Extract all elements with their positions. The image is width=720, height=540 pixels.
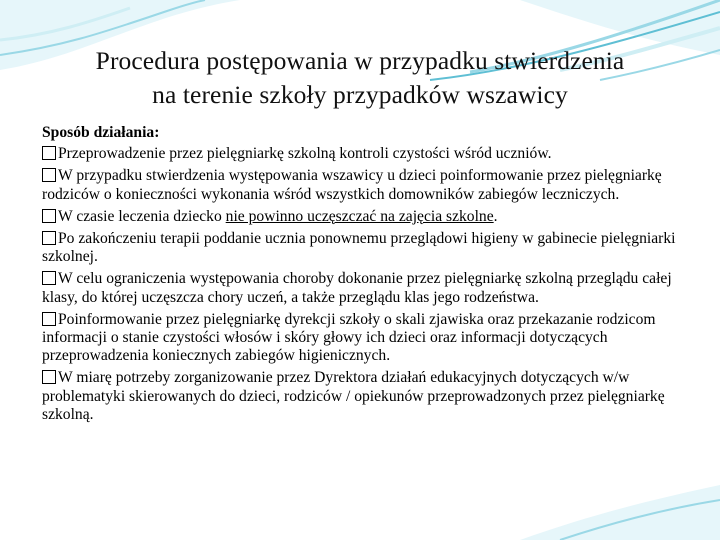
list-item-text-underlined: nie powinno uczęszczać na zajęcia szkolne xyxy=(225,207,494,225)
list-item-text: W przypadku stwierdzenia występowania wszawicy u dzieci poinformowanie przez pielęgniarkę rodziców o konieczności wykonania wśród wszystkich domowników zabiegów leczniczych. xyxy=(42,167,662,203)
list-item-text-suffix: . xyxy=(493,207,498,225)
list-item-text: Poinformowanie przez pielęgniarkę dyrekcji szkoły o skali zjawiska oraz przekazanie rodzicom informacji o stanie czystości włosów i skóry głowy ich dzieci oraz informacji dotyczących przeprowadzenia koniecznych zabiegów higienicznych. xyxy=(42,310,656,365)
list-item-text-prefix: W czasie leczenia dziecko xyxy=(58,207,226,225)
list-item xyxy=(42,270,678,306)
checkbox-bullet-icon xyxy=(42,271,56,285)
list-item xyxy=(42,167,678,203)
list-item-text: W miarę potrzeby zorganizowanie przez Dyrektora działań edukacyjnych dotyczących w/w problematyki skierowanych do dzieci, rodziców / opiekunów przeprowadzonych przez pielęgniarkę szkolną. xyxy=(42,369,665,423)
list-item xyxy=(42,208,678,226)
list-item-text: W celu ograniczenia występowania choroby dokonanie przez pielęgniarkę szkolną przeglądu całej klasy, do której uczęszcza chory uczeń, a także przeglądu klas jego rodzeństwa. xyxy=(42,270,672,306)
checkbox-bullet-icon xyxy=(42,209,56,223)
checkbox-bullet-icon xyxy=(42,231,56,245)
list-item xyxy=(42,369,678,424)
checkbox-bullet-icon xyxy=(42,146,56,160)
list-item xyxy=(42,230,678,266)
list-item-text: Przeprowadzenie przez pielęgniarkę szkolną kontroli czystości wśród uczniów. xyxy=(58,145,552,163)
title-line-2: na terenie szkoły przypadków wszawicy xyxy=(152,80,568,109)
checkbox-bullet-icon xyxy=(42,312,56,326)
checkbox-bullet-icon xyxy=(42,370,56,384)
title-line-1: Procedura postępowania w przypadku stwierdzenia xyxy=(95,46,625,75)
page-title xyxy=(0,44,720,112)
section-heading: Sposób działania: xyxy=(42,124,160,141)
checkbox-bullet-icon xyxy=(42,168,56,182)
list-item-text: Po zakończeniu terapii poddanie ucznia ponownemu przeglądowi higieny w gabinecie pielęgniarki szkolnej. xyxy=(42,230,676,266)
list-item xyxy=(42,311,678,366)
wave-bottom-right-1 xyxy=(520,485,720,540)
procedure-content xyxy=(42,124,678,428)
list-item xyxy=(42,145,678,163)
